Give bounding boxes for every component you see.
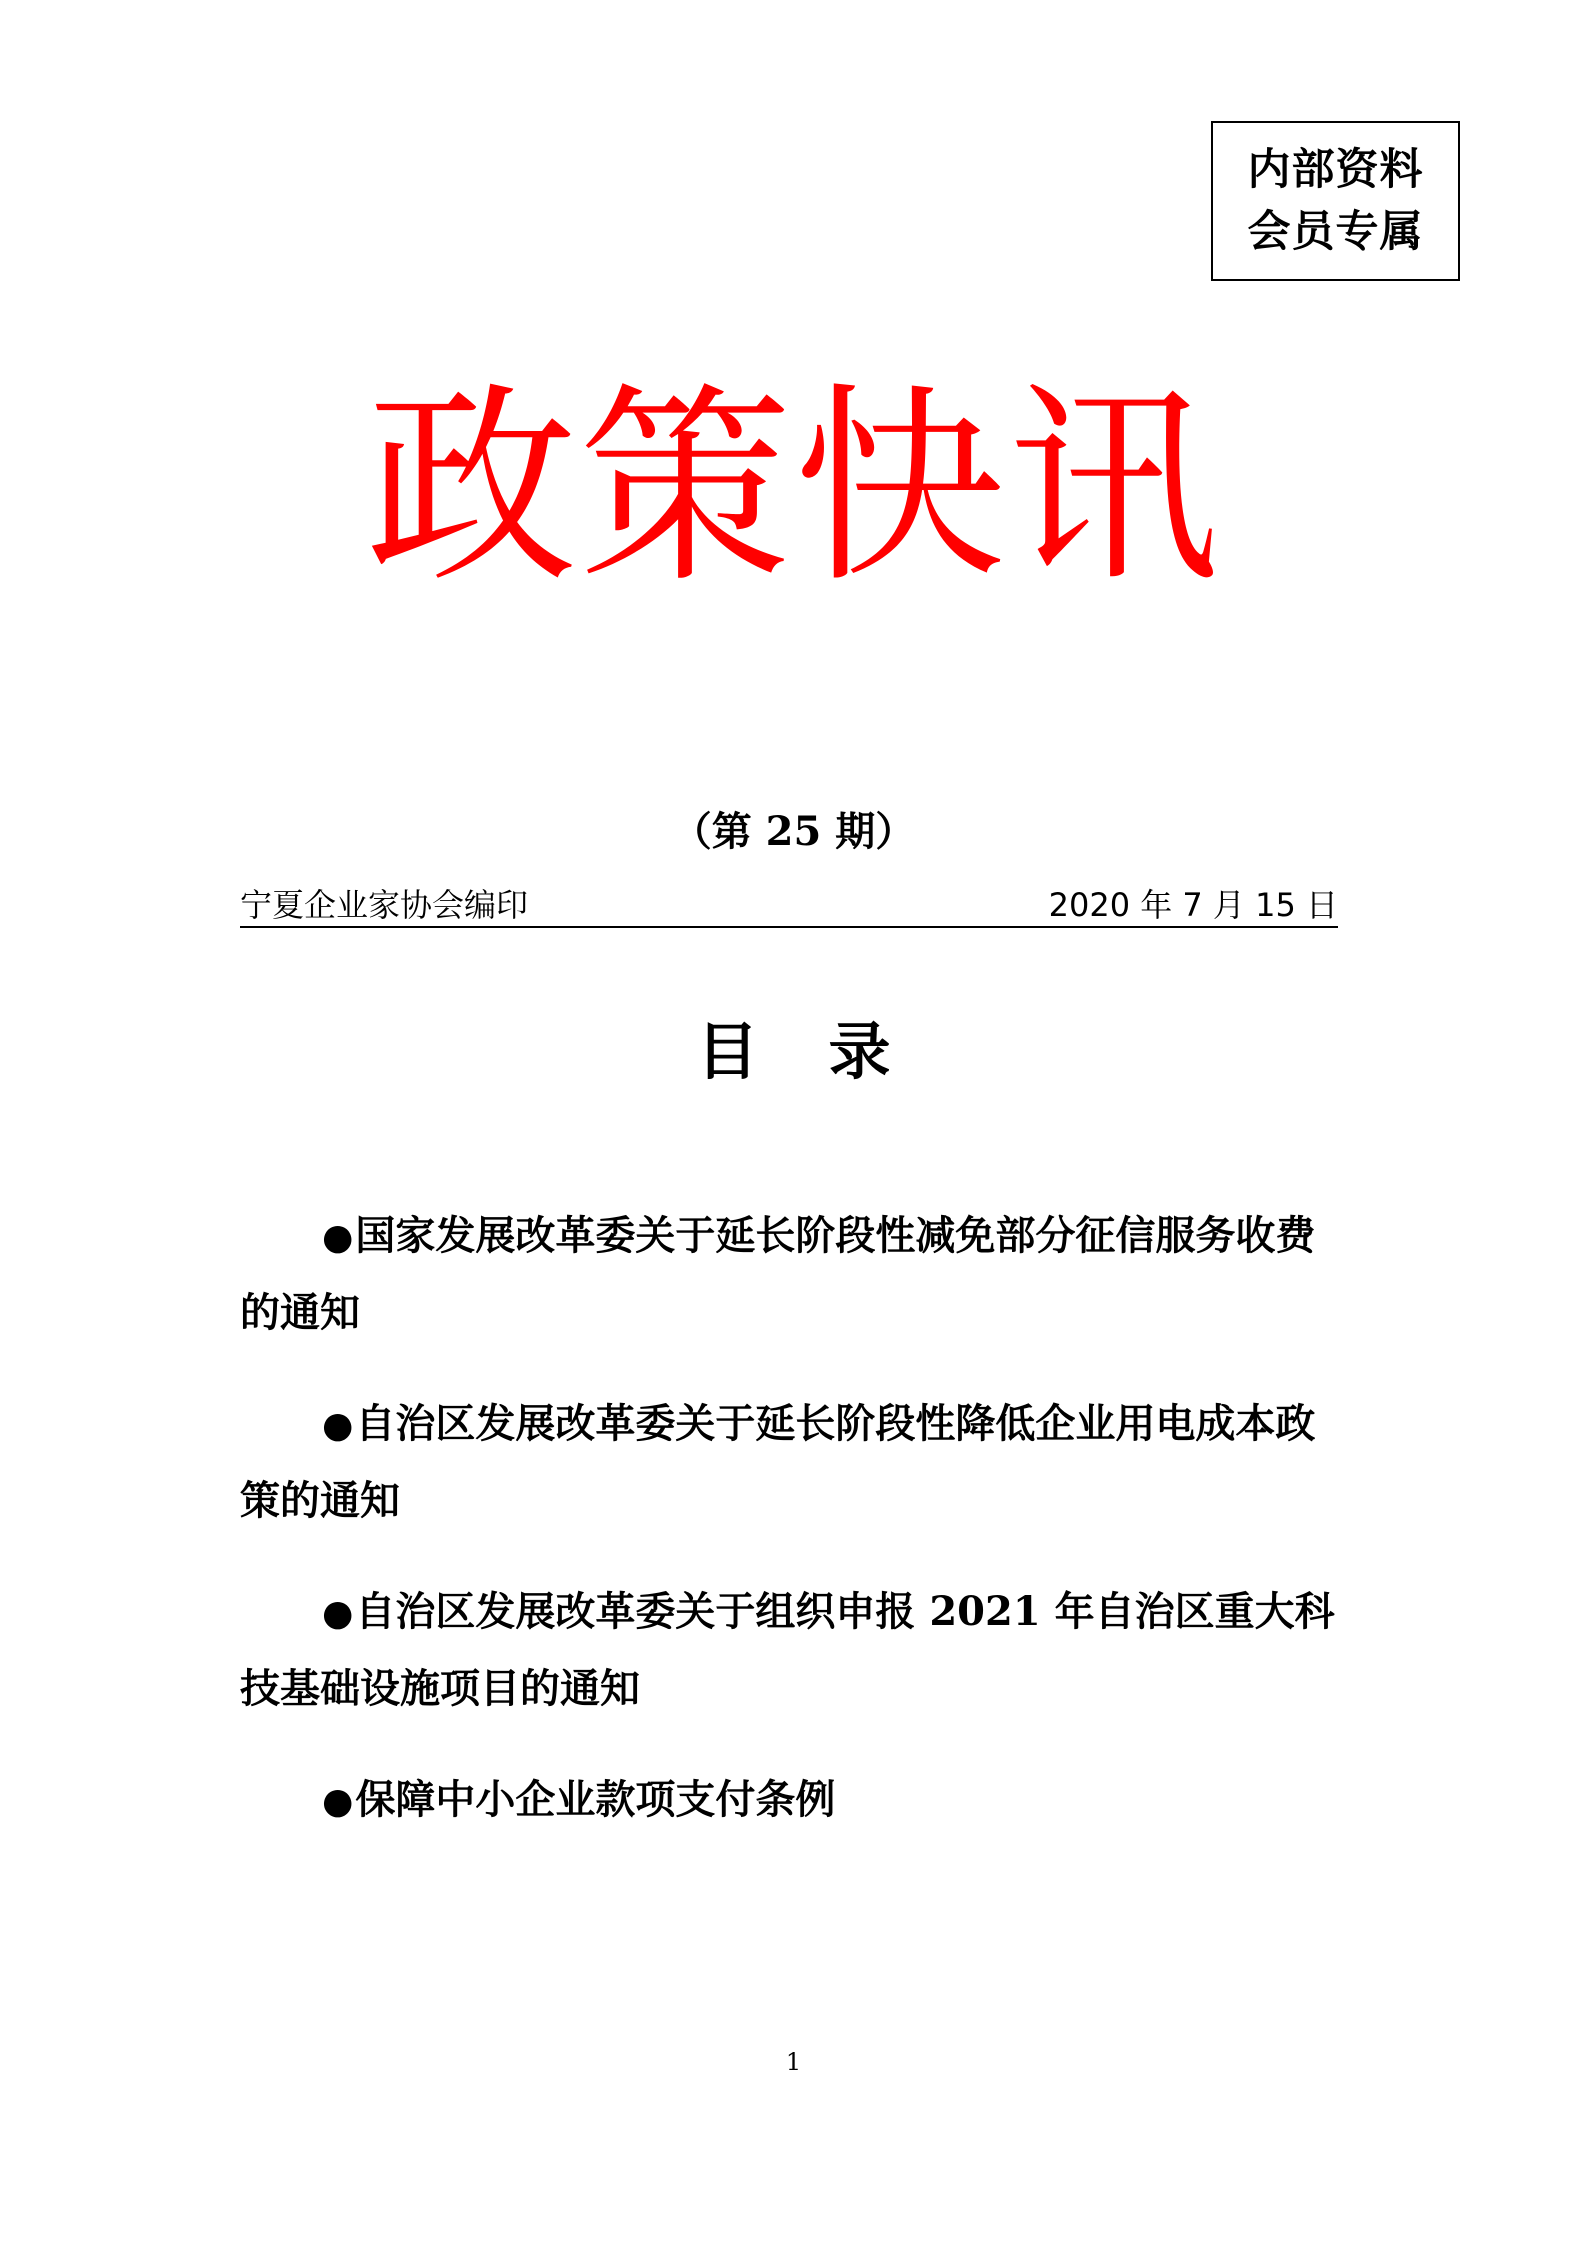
table-of-contents <box>240 1198 1350 1874</box>
toc-heading-left: 目 <box>696 1015 759 1088</box>
internal-material-stamp <box>1211 121 1460 281</box>
bullet-icon: ● <box>322 1780 354 1822</box>
toc-heading <box>0 1012 1587 1092</box>
stamp-line-2: 会员专属 <box>1247 207 1424 257</box>
toc-item <box>240 1386 1350 1539</box>
stamp-line-1: 内部资料 <box>1247 145 1424 195</box>
bullet-icon: ● <box>322 1216 354 1258</box>
toc-item <box>240 1762 1350 1839</box>
issue-number: （第 25 期） <box>671 808 916 855</box>
toc-item-text: 国家发展改革委关于延长阶段性减免部分征信服务收费的通知 <box>240 1212 1316 1336</box>
page-number: 1 <box>785 2048 802 2076</box>
toc-heading-right: 录 <box>828 1015 891 1088</box>
publisher-name: 宁夏企业家协会编印 <box>240 886 529 924</box>
bullet-icon: ● <box>322 1404 354 1446</box>
toc-item <box>240 1574 1350 1727</box>
toc-item-text: 保障中小企业款项支付条例 <box>355 1776 836 1823</box>
publish-date: 2020 年 7 月 15 日 <box>1048 886 1338 924</box>
toc-item-text: 自治区发展改革委关于延长阶段性降低企业用电成本政策的通知 <box>240 1400 1316 1524</box>
bullet-icon: ● <box>322 1592 354 1634</box>
toc-item-text: 自治区发展改革委关于组织申报 2021 年自治区重大科技基础设施项目的通知 <box>240 1588 1335 1712</box>
publisher-line <box>240 882 1338 928</box>
toc-item <box>240 1198 1350 1351</box>
masthead-title: 政策快讯 <box>365 364 1222 611</box>
